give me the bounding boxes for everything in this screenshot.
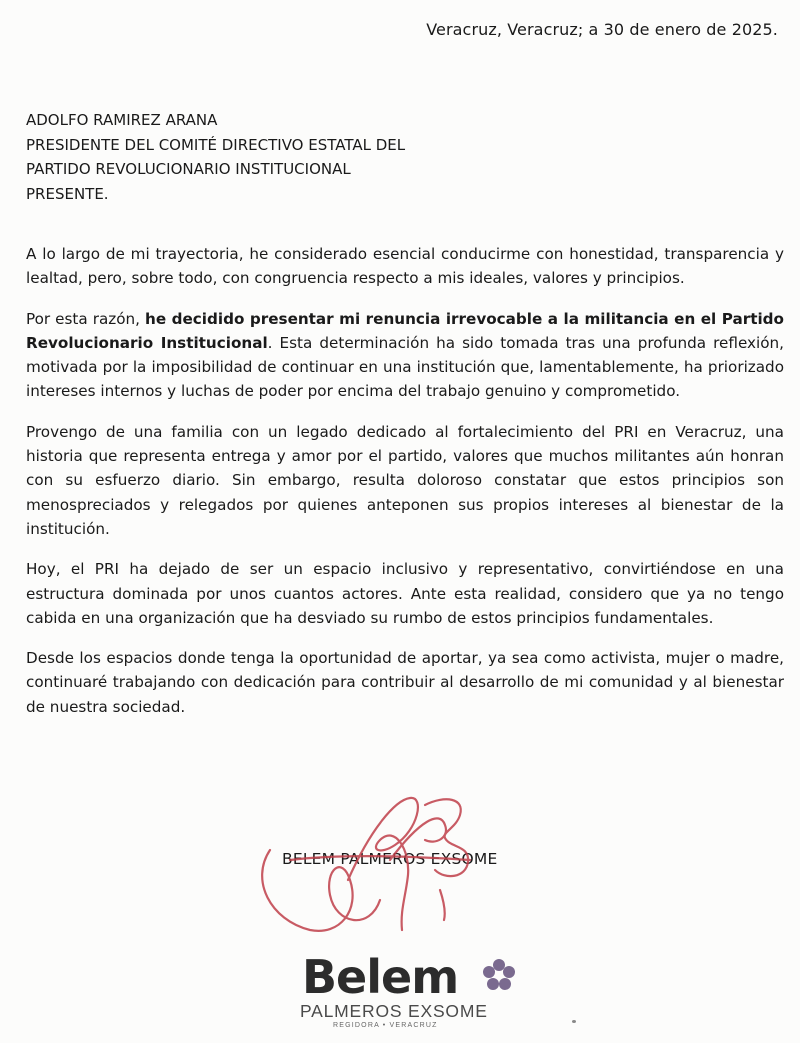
logo-subtitle: PALMEROS EXSOME [300,1001,488,1021]
salutation: PRESENTE. [26,184,109,203]
paragraph-2-lead: Por esta razón, [26,309,146,328]
letter-body [26,242,784,735]
signer-name: BELEM PALMEROS EXSOME [282,850,498,868]
paragraph-4: Hoy, el PRI ha dejado de ser un espacio inclusivo y representativo, convirtiéndose en una estructura dominada por unos cuantos actores. Ante esta realidad, considero que ya no tengo cabida en una organización que ha desviado su rumbo de estos principios fundamentales. [26,560,784,627]
paragraph-2 [26,307,784,404]
addressee-title-line1: PRESIDENTE DEL COMITÉ DIRECTIVO ESTATAL DEL [26,135,406,154]
addressee-title-line2: PARTIDO REVOLUCIONARIO INSTITUCIONAL [26,160,351,178]
belem-logo [298,950,528,1035]
addressee-block [26,108,405,206]
addressee-name: ADOLFO RAMIREZ ARANA [26,111,218,129]
logo-role-line: REGIDORA • VERACRUZ [333,1022,438,1029]
paragraph-2-rest: . Esta determinación ha sido tomada tras una profunda reflexión, motivada por la imposibilidad de continuar en una institución que, lamentablemente, ha priorizado intereses internos y luchas de poder por encima del trabajo genuino y comprometido. [26,333,784,401]
flower-icon [482,958,516,992]
date-line: Veracruz, Veracruz; a 30 de enero de 2025. [426,20,778,39]
page-mark [572,1020,576,1023]
paragraph-2-bold: he decidido presentar mi renuncia irrevocable a la militancia en el Partido Revolucionario Institucional [26,309,784,352]
paragraph-1: A lo largo de mi trayectoria, he considerado esencial conducirme con honestidad, transparencia y lealtad, pero, sobre todo, con congruencia respecto a mis ideales, valores y principios. [26,245,784,288]
paragraph-5: Desde los espacios donde tenga la oportunidad de aportar, ya sea como activista, mujer o madre, continuaré trabajando con dedicación para contribuir al desarrollo de mi comunidad y al bienestar de nuestra sociedad. [26,649,784,716]
logo-wordmark: Belem [302,950,459,1004]
signature-block [230,790,590,940]
paragraph-3: Provengo de una familia con un legado dedicado al fortalecimiento del PRI en Veracruz, una historia que representa entrega y amor por el partido, valores que muchos militantes aún honran con su esfuerzo diario. Sin embargo, resulta doloroso constatar que estos principios son menospreciados y relegados por quienes anteponen sus propios intereses al bienestar de la institución. [26,422,784,538]
handwritten-signature [230,790,590,940]
